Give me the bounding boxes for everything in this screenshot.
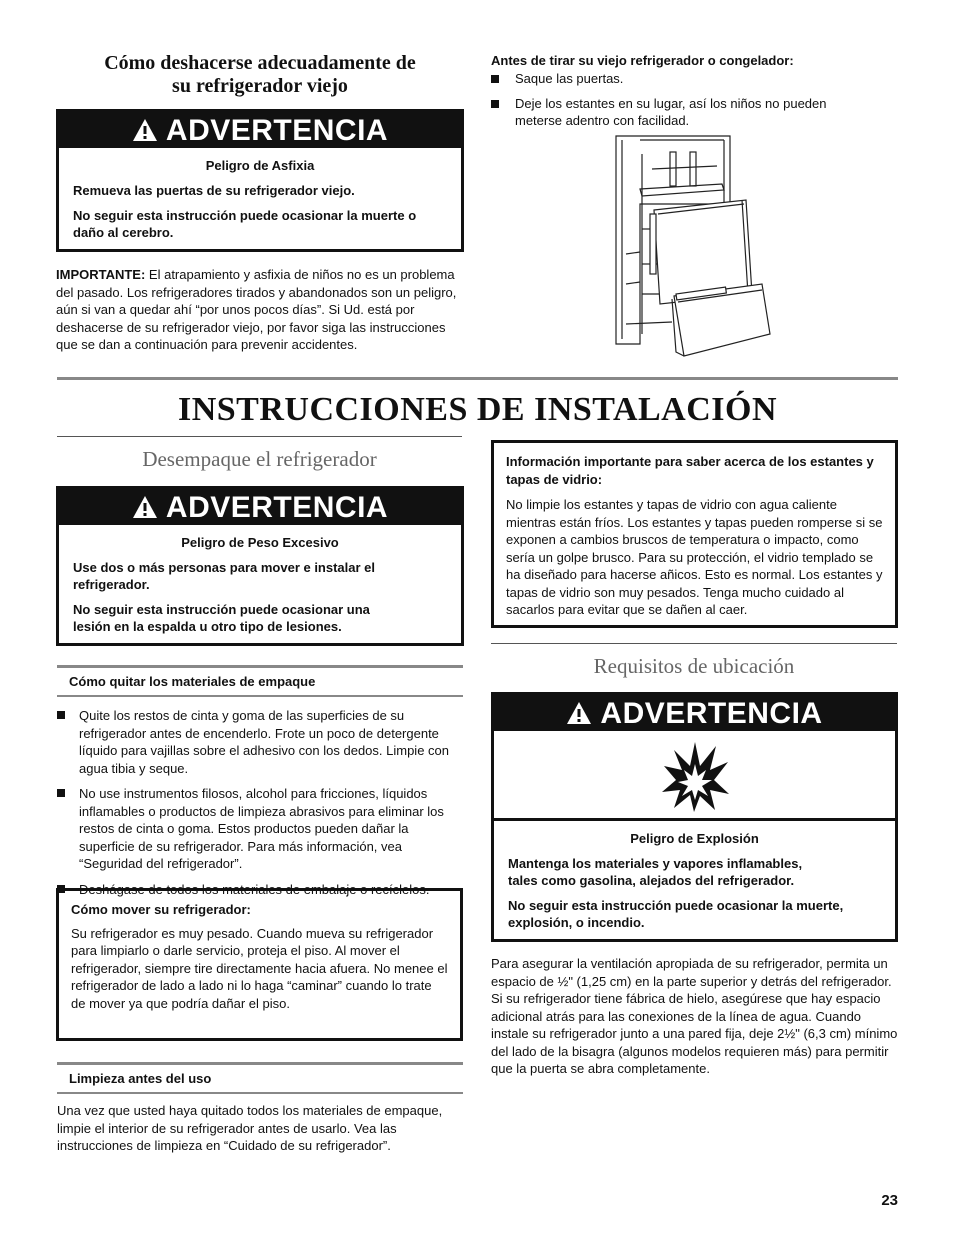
list-item: Saque las puertas. (491, 71, 871, 88)
warning-title: ADVERTENCIA (600, 696, 823, 730)
list-item: Quite los restos de cinta y goma de las superficies de su refrigerador antes de encenderlo. Frote un poco de detergente líquido para vajillas sobre el adhesivo con los dedos. Limpie con agua tibia y seque. (57, 707, 462, 777)
warning-title: ADVERTENCIA (165, 490, 389, 524)
disposal-heading (60, 52, 460, 98)
important-label: IMPORTANTE: (56, 267, 146, 282)
moving-box-title: Cómo mover su refrigerador: (71, 902, 251, 917)
warning-header (59, 489, 461, 525)
remove-heading: Cómo quitar los materiales de empaque (69, 674, 316, 689)
unpack-heading: Desempaque el refrigerador (142, 447, 377, 471)
warning-line1: Remueva las puertas de su refrigerador viejo. (73, 182, 355, 198)
main-title: INSTRUCCIONES DE INSTALACIÓN (177, 391, 778, 428)
remove-rule-bottom (57, 695, 463, 697)
warning-header (494, 695, 895, 731)
refrigerator-illustration (612, 134, 774, 360)
location-paragraph: Para asegurar la ventilación apropiada de su refrigerador, permita un espacio de ½" (1,25 cm) en la parte superior y detrás del refrigerador. Si su refrigerador tiene fábrica de hielo, asegúrese que hay espacio adicional atrás para las conexiones de la línea de agua. Cuando instale su refrigerador junto a una pared fija, deje 2½" (6,3 cm) mínimo del lado de la bisagra (algunos modelos requieren más) para permitir que la puerta se abra completamente. (491, 956, 898, 1077)
clean-heading: Limpieza antes del uso (69, 1071, 212, 1086)
list-item: Deje los estantes en su lugar, así los niños no pueden meterse adentro con facilidad. (491, 96, 871, 130)
explosion-symbol-panel (494, 733, 895, 821)
explosion-icon (660, 740, 730, 812)
clean-paragraph: Una vez que usted haya quitado todos los materiales de empaque, limpie el interior de su refrigerador antes de usarlo. Vea las instrucciones de limpieza en “Cuidado de su refrigerador”. (57, 1103, 443, 1154)
glass-info-title: Información importante para saber acerca de los estantes y tapas de vidrio: (506, 454, 874, 487)
warning-hazard: Peligro de Explosión (630, 831, 759, 846)
warning-title: ADVERTENCIA (165, 113, 389, 147)
clean-rule-bottom (57, 1092, 463, 1094)
page-number: 23 (881, 1192, 898, 1209)
warning-box-weight (56, 486, 464, 646)
warning-line2: No seguir esta instrucción puede ocasionar la muerte o daño al cerebro. (73, 207, 417, 240)
glass-info-text: No limpie los estantes y tapas de vidrio con agua caliente mientras están fríos. Los estantes y tapas pueden romperse si se exponen a cambios bruscos de temperatura o impacto, como sería un golpe brusco. Para su protección, el vidrio templado se ha diseñado para hacerse añicos. Esto es normal. Los estantes y tapas de vidrio son muy pesados. Tenga mucho cuidado al sacarlos para evitar que se dañen al caer. (506, 497, 883, 618)
glass-info-box (491, 440, 898, 628)
remove-rule-top (57, 665, 463, 668)
list-item: No use instrumentos filosos, alcohol para fricciones, líquidos inflamables o productos de limpieza abrasivos para eliminar los restos de cinta o goma. Estos productos pueden dañar la superficie de su refrigerador. Para más información, vea “Seguridad del refrigerador”. (57, 785, 462, 873)
warning-box-explosion (491, 692, 898, 942)
location-heading: Requisitos de ubicación (593, 654, 795, 678)
list-item: Deshágase de todos los materiales de embalaje o recíclelos. (57, 881, 462, 899)
warning-line2: No seguir esta instrucción puede ocasionar una lesión en la espalda u otro tipo de lesiones. (73, 601, 370, 634)
before-disposal-heading: Antes de tirar su viejo refrigerador o congelador: (491, 53, 794, 68)
location-rule (491, 643, 897, 644)
warning-line1: Use dos o más personas para mover e instalar el refrigerador. (73, 559, 376, 592)
warning-line2: No seguir esta instrucción puede ocasionar la muerte, explosión, o incendio. (508, 897, 844, 930)
warning-triangle-icon (566, 701, 592, 725)
packing-list (57, 707, 462, 906)
disposal-heading-line1: Cómo deshacerse adecuadamente de (104, 52, 416, 74)
clean-rule-top (57, 1062, 463, 1065)
warning-hazard: Peligro de Asfixia (205, 158, 315, 173)
unpack-rule (57, 436, 462, 437)
moving-box (56, 888, 463, 1041)
important-text: El atrapamiento y asfixia de niños no es un problema del pasado. Los refrigeradores tirados y abandonados son un peligro, aún si van a quedar ahí “por unos pocos días”. Si Ud. está por deshacerse de su refrigerador viejo, por favor siga las instrucciones que se dan a continuación para prevenir accidentes. (56, 267, 457, 353)
warning-triangle-icon (132, 118, 158, 142)
warning-box-asphyxia (56, 109, 464, 252)
warning-header (59, 112, 461, 148)
before-disposal-list (491, 71, 871, 138)
warning-triangle-icon (132, 495, 158, 519)
warning-hazard: Peligro de Peso Excesivo (181, 535, 339, 550)
title-top-rule (57, 377, 898, 380)
warning-line1: Mantenga los materiales y vapores inflamables, tales como gasolina, alejados del refrigerador. (508, 855, 803, 888)
disposal-heading-line2: su refrigerador viejo (172, 75, 348, 97)
important-paragraph (56, 266, 464, 354)
moving-box-text: Su refrigerador es muy pesado. Cuando mueva su refrigerador para limpiarlo o darle servicio, proteja el piso. Al mover el refrigerador, siempre tire directamente hacia afuera. No menee el refrigerador de lado a lado ni lo haga “caminar” cuando lo trate de mover ya que podría dañar el piso. (71, 925, 448, 1011)
